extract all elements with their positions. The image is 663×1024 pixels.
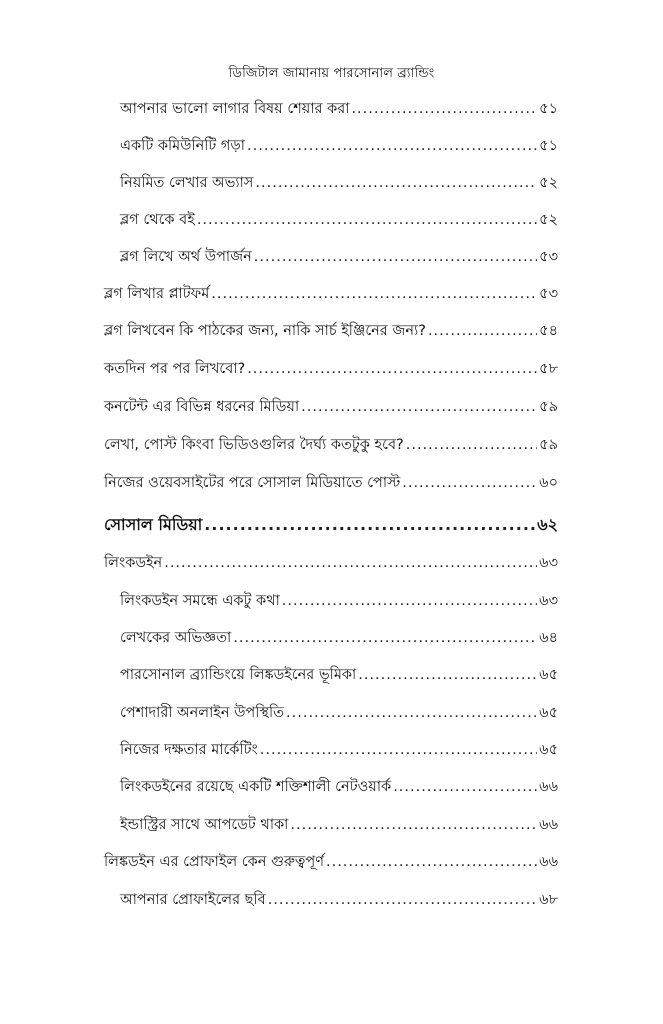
toc-entry-title: নিজের দক্ষতার মার্কেটিং [120,742,258,758]
dot-leader [204,515,535,534]
toc-entry-title: লিংকডইনের রয়েছে একটি শক্তিশালী নেটওয়ার্ক [120,779,392,795]
toc-entry-page: ৬৬ [539,779,558,795]
toc-entry-page: ৫৩ [539,249,558,265]
dot-leader [393,779,537,795]
dot-leader [233,630,537,646]
dot-leader [428,323,537,339]
toc-entry-title: ইন্ডাস্ট্রির সাথে আপডেট থাকা [120,817,289,833]
toc-entry[interactable] [120,814,558,838]
toc-entry[interactable] [104,396,558,420]
toc-entry-title: ব্লগ লিখার প্লাটফর্ম [104,286,210,302]
toc-entry-title: ব্লগ লিখে অর্থ উপার্জন [120,249,252,265]
dot-leader [255,175,537,191]
toc-section-title: সোসাল মিডিয়া [104,515,203,534]
toc-entry[interactable] [104,320,558,344]
toc-entry-page: ৫৯ [539,437,558,453]
toc-entry-page: ৬৩ [539,593,558,609]
dot-leader [197,212,537,228]
toc-entry-title: লেখা, পোস্ট কিংবা ভিডিওগুলির দৈর্ঘ্য কতটুকু হবে? [104,437,404,453]
running-header: ডিজিটাল জামানায় পারসোনাল ব্র্যান্ডিং [228,66,435,81]
dot-leader [301,399,537,415]
toc-entry-title: পারসোনাল ব্র্যান্ডিংয়ে লিঙ্কডইনের ভূমিকা [120,667,357,683]
toc-entry[interactable] [120,889,558,913]
toc-section-page: ৬২ [537,515,558,534]
toc-entry-page: ৬৩ [539,555,558,571]
toc-entry-title: কনটেন্ট এর বিভিন্ন ধরনের মিডিয়া [104,399,300,415]
toc-entry[interactable] [120,98,558,122]
toc-entry-page: ৫৪ [539,323,558,339]
dot-leader [211,286,537,302]
dot-leader [326,854,537,870]
toc-entry[interactable] [120,135,558,159]
dot-leader [247,361,537,377]
toc-entry[interactable] [120,209,558,233]
toc-entry[interactable] [104,434,558,458]
dot-leader [402,475,537,491]
toc-entry-title: ব্লগ লিখবেন কি পাঠকের জন্য, নাকি সার্চ ইঞ্জিনের জন্য? [104,323,426,339]
dot-leader [268,892,537,908]
toc-entry-page: ৫১ [539,138,558,154]
toc-entry[interactable] [104,552,558,576]
toc-entry-title: কতদিন পর পর লিখবো? [104,361,246,377]
toc-entry-title: লেখকের অভিজ্ঞতা [120,630,232,646]
toc-entry-title: লিঙ্কডইন এর প্রোফাইল কেন গুরুত্বপূর্ণ [104,854,324,870]
toc-entry[interactable] [104,851,558,875]
toc-entry-page: ৬৪ [539,630,558,646]
dot-leader [260,742,537,758]
dot-leader [351,101,537,117]
toc-entry-page: ৬০ [539,475,558,491]
toc-entry-page: ৫৩ [539,286,558,302]
toc-entry-title: আপনার প্রোফাইলের ছবি [120,892,266,908]
toc-entry-page: ৬৫ [539,742,558,758]
dot-leader [290,817,537,833]
toc-entry-title: ব্লগ থেকে বই [120,212,195,228]
toc-entry[interactable] [104,472,558,496]
toc-entry-page: ৫২ [539,212,558,228]
toc-entry-page: ৬৬ [539,854,558,870]
toc-entry[interactable] [120,702,558,726]
dot-leader [282,593,537,609]
toc-entry-title: আপনার ভালো লাগার বিষয় শেয়ার করা [120,101,350,117]
toc-entry-page: ৫৮ [539,361,558,377]
toc-entry-page: ৬৫ [539,705,558,721]
toc-entry[interactable] [120,664,558,688]
toc-entry-page: ৫১ [539,101,558,117]
dot-leader [164,555,537,571]
toc-entry[interactable] [120,590,558,614]
dot-leader [247,138,537,154]
toc-entry-page: ৬৬ [539,817,558,833]
toc-entry[interactable] [120,739,558,763]
toc-entry[interactable] [120,776,558,800]
toc-entry-page: ৫৯ [539,399,558,415]
toc-entry[interactable] [120,627,558,651]
toc-entry-page: ৬৮ [539,892,558,908]
toc-entry-title: নিজের ওয়েবসাইটের পরে সোসাল মিডিয়াতে পোস্ট [104,475,401,491]
toc-entry-title: লিংকডইন সমন্ধে একটু কথা [120,593,280,609]
toc-entry-title: পেশাদারী অনলাইন উপস্থিতি [120,705,285,721]
toc-entry[interactable] [120,172,558,196]
toc-entry-title: লিংকডইন [104,555,163,571]
toc-entry[interactable] [104,283,558,307]
dot-leader [358,667,537,683]
dot-leader [286,705,537,721]
toc-entry-page: ৫২ [539,175,558,191]
toc-entry-title: একটি কমিউনিটি গড়া [120,138,245,154]
dot-leader [254,249,537,265]
toc-entry-title: নিয়মিত লেখার অভ্যাস [120,175,254,191]
dot-leader [406,437,537,453]
toc-entry[interactable] [104,358,558,382]
toc-section-entry[interactable] [104,512,558,536]
toc-entry[interactable] [120,246,558,270]
toc-entry-page: ৬৫ [539,667,558,683]
